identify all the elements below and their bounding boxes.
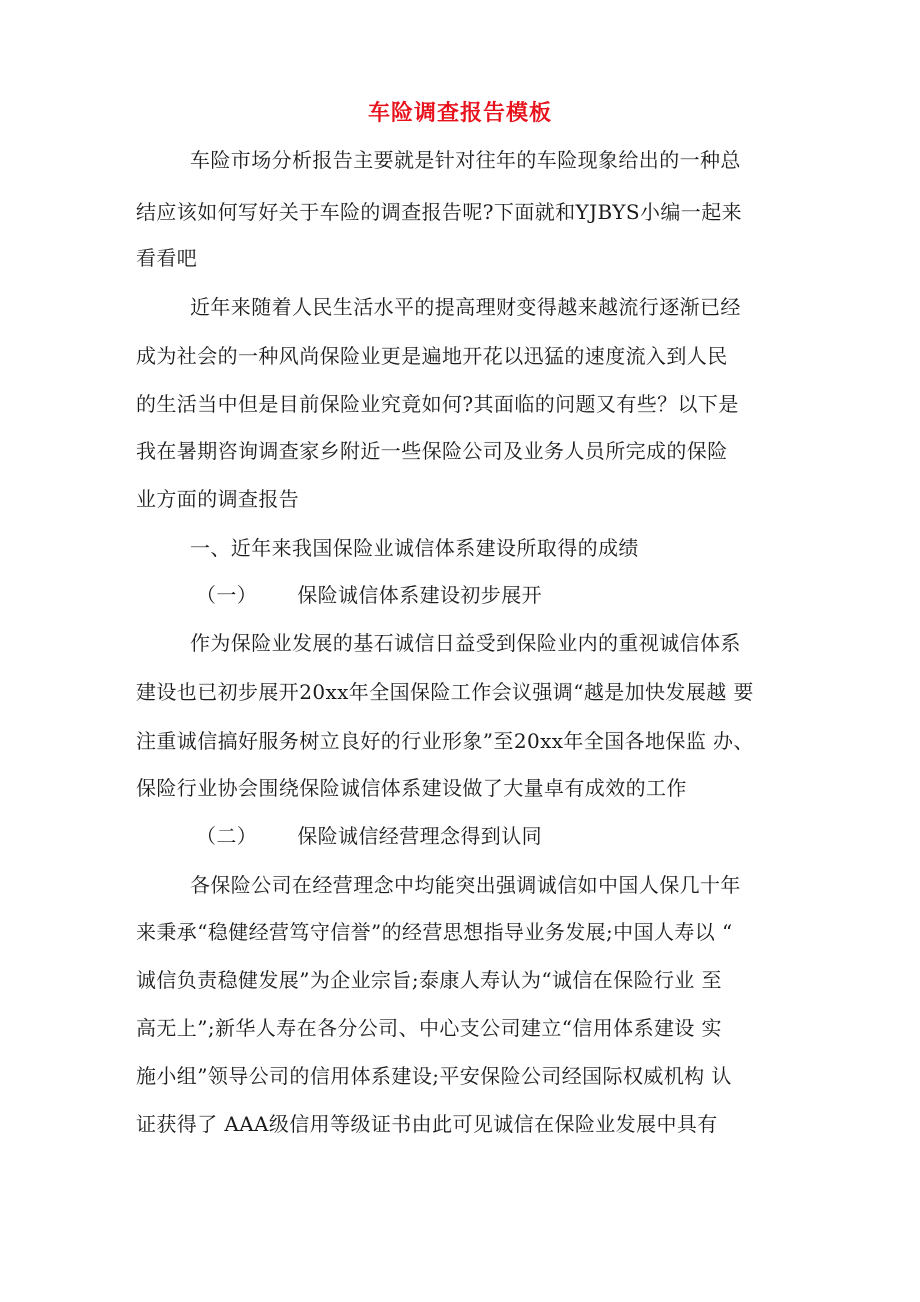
section-heading: 一、近年来我国保险业诚信体系建设所取得的成绩 [190, 536, 639, 560]
paragraph-line: 结应该如何写好关于车险的调查报告呢?下面就和YJBYS小编一起来 [136, 200, 742, 224]
paragraph-line: 高无上”;新华人寿在各分公司、中心支公司建立“信用体系建设 实 [136, 1016, 722, 1040]
paragraph-line: 诚信负责稳健发展”为企业宗旨;泰康人寿认为“诚信在保险行业 至 [136, 968, 722, 992]
subsection-heading [196, 581, 542, 609]
paragraph-line: 保险行业协会围绕保险诚信体系建设做了大量卓有成效的工作 [136, 776, 687, 800]
subsection-text: 保险诚信体系建设初步展开 [297, 583, 543, 607]
paragraph-line: 近年来随着人民生活水平的提高理财变得越来越流行逐渐已经 [190, 295, 741, 319]
paragraph-line: 的生活当中但是目前保险业究竟如何?其面临的问题又有些？以下是 [136, 392, 739, 416]
paragraph-line: 看看吧 [136, 246, 198, 270]
paragraph-line: 注重诚信搞好服务树立良好的行业形象”至20xx年全国各地保监 办、 [136, 729, 754, 753]
paragraph-line: 证获得了 AAA级信用等级证书由此可见诚信在保险业发展中具有 [136, 1112, 718, 1136]
paragraph-line: 施小组”领导公司的信用体系建设;平安保险公司经国际权威机构 认 [136, 1064, 732, 1088]
paragraph-line: 作为保险业发展的基石诚信日益受到保险业内的重视诚信体系 [190, 631, 741, 655]
paragraph-line: 成为社会的一种风尚保险业更是遍地开花以迅猛的速度流入到人民 [136, 344, 728, 368]
document-title: 车险调查报告模板 [367, 100, 552, 126]
paragraph-line: 车险市场分析报告主要就是针对往年的车险现象给出的一种总 [190, 148, 741, 172]
paragraph-line: 业方面的调查报告 [136, 487, 300, 511]
subsection-number: （二） [196, 824, 258, 848]
paragraph-line: 各保险公司在经营理念中均能突出强调诚信如中国人保几十年 [190, 873, 741, 897]
paragraph-line: 我在暑期咨询调查家乡附近一些保险公司及业务人员所完成的保险 [136, 439, 728, 463]
subsection-text: 保险诚信经营理念得到认同 [297, 824, 543, 848]
paragraph-line: 来秉承“稳健经营笃守信誉”的经营思想指导业务发展;中国人寿以 “ [136, 920, 733, 944]
subsection-heading [196, 822, 542, 850]
subsection-number: （一） [196, 583, 258, 607]
paragraph-line: 建设也已初步展开20xx年全国保险工作会议强调“越是加快发展越 要 [136, 680, 754, 704]
